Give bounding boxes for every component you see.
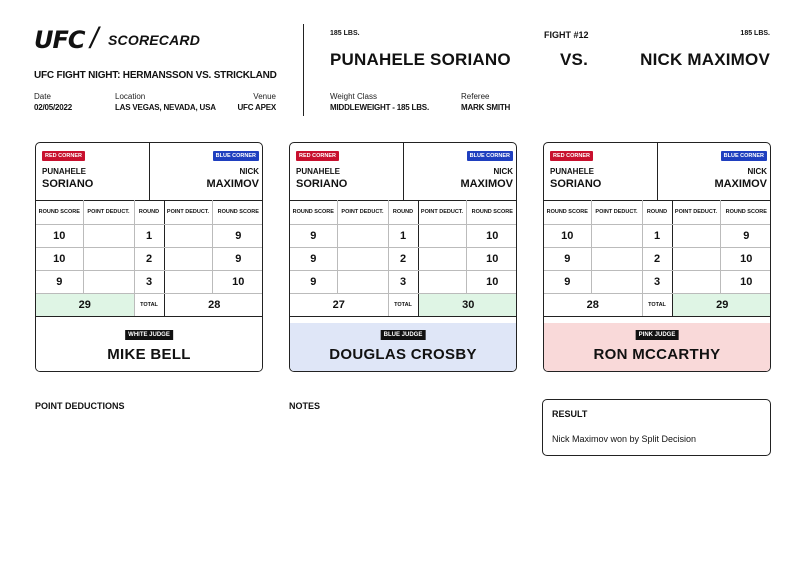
red-corner-fighter [296,166,347,190]
blue-point-deduction [672,248,720,271]
blue-round-score: 9 [212,248,263,271]
round-number: 1 [388,225,418,248]
round-row [544,225,771,248]
vs-label: VS. [560,50,589,69]
blue-corner-fighter [460,166,513,190]
header-round-score: ROUND SCORE [720,201,771,225]
venue-label: Venue [253,92,276,101]
location-value: LAS VEGAS, NEVADA, USA [115,103,216,112]
red-round-score: 9 [544,271,591,294]
red-corner-fighter [550,166,601,190]
blue-last-name: MAXIMOV [206,178,259,190]
round-row [290,225,517,248]
blue-total: 29 [672,294,771,317]
red-round-score: 9 [290,248,337,271]
blue-corner-panel [658,143,771,200]
weight-class-label: Weight Class [330,92,377,101]
red-round-score: 10 [36,225,83,248]
total-row [36,294,263,317]
red-point-deduction [83,248,134,271]
red-fighter-name: PUNAHELE SORIANO [330,50,511,69]
page-title: SCORECARD [108,32,201,48]
header-round: ROUND [642,201,672,225]
judge-area [290,323,516,372]
blue-round-score: 10 [212,271,263,294]
judge-name: MIKE BELL [107,346,191,363]
red-corner-badge: RED CORNER [550,151,593,161]
judge-area [36,323,262,372]
total-label: TOTAL [388,294,418,317]
red-round-score: 9 [544,248,591,271]
red-round-score: 9 [290,225,337,248]
total-row [544,294,771,317]
blue-round-score: 10 [720,271,771,294]
judge-card-pink [543,142,771,372]
blue-point-deduction [164,271,212,294]
venue-value: UFC APEX [237,103,276,112]
red-total: 29 [36,294,134,317]
referee-label: Referee [461,92,490,101]
round-row [544,271,771,294]
red-last-name: SORIANO [550,178,602,190]
blue-round-score: 9 [720,225,771,248]
total-label: TOTAL [134,294,164,317]
round-number: 1 [134,225,164,248]
notes-heading: NOTES [289,401,321,411]
ufc-logo: UFC [34,26,85,54]
round-number: 3 [134,271,164,294]
red-corner-fighter [42,166,93,190]
round-row [544,248,771,271]
blue-round-score: 10 [466,248,517,271]
blue-round-score: 9 [212,225,263,248]
blue-corner-badge: BLUE CORNER [467,151,513,161]
red-point-deduction [591,248,642,271]
blue-corner-panel [404,143,517,200]
red-corner-badge: RED CORNER [42,151,85,161]
judge-card-blue [289,142,517,372]
score-header-row [36,201,263,225]
blue-last-name: MAXIMOV [714,178,767,190]
red-round-score: 10 [36,248,83,271]
result-box [542,399,771,456]
blue-corner-badge: BLUE CORNER [213,151,259,161]
blue-first-name: NICK [239,167,259,176]
red-point-deduction [591,225,642,248]
header-round-score: ROUND SCORE [290,201,337,225]
round-number: 3 [642,271,672,294]
round-row [36,248,263,271]
score-header-row [544,201,771,225]
judge-badge: WHITE JUDGE [125,330,173,340]
red-point-deduction [337,271,388,294]
round-row [36,225,263,248]
blue-corner-panel [150,143,263,200]
round-number: 2 [388,248,418,271]
header-point-deduct: POINT DEDUCT. [83,201,134,225]
red-point-deduction [83,225,134,248]
blue-point-deduction [418,271,466,294]
round-number: 2 [134,248,164,271]
total-row [290,294,517,317]
header-divider [303,24,304,116]
round-number: 1 [642,225,672,248]
blue-point-deduction [164,225,212,248]
judge-area [544,323,770,372]
result-heading: RESULT [552,409,588,419]
header-round: ROUND [134,201,164,225]
judge-badge: PINK JUDGE [636,330,679,340]
blue-point-deduction [418,248,466,271]
red-last-name: SORIANO [42,178,94,190]
red-total: 28 [544,294,642,317]
date-label: Date [34,92,51,101]
blue-point-deduction [672,271,720,294]
total-label: TOTAL [642,294,672,317]
red-round-score: 10 [544,225,591,248]
blue-last-name: MAXIMOV [460,178,513,190]
header-round-score: ROUND SCORE [212,201,263,225]
red-corner-panel [290,143,404,200]
header-point-deduct: POINT DEDUCT. [418,201,466,225]
header-round: ROUND [388,201,418,225]
blue-total: 30 [418,294,517,317]
red-total: 27 [290,294,388,317]
header-round-score: ROUND SCORE [36,201,83,225]
header-round-score: ROUND SCORE [544,201,591,225]
judge-badge: BLUE JUDGE [381,330,426,340]
header-point-deduct: POINT DEDUCT. [672,201,720,225]
blue-round-score: 10 [466,225,517,248]
score-table [290,200,517,317]
blue-point-deduction [672,225,720,248]
event-name: UFC FIGHT NIGHT: HERMANSSON VS. STRICKLAND [34,70,277,81]
red-first-name: PUNAHELE [550,167,595,176]
score-table [544,200,771,317]
judge-card-white [35,142,263,372]
score-header-row [290,201,517,225]
logo-divider: / [90,22,99,55]
location-label: Location [115,92,146,101]
date-value: 02/05/2022 [34,103,73,112]
fight-number: FIGHT #12 [544,30,589,40]
blue-total: 28 [164,294,263,317]
blue-corner-badge: BLUE CORNER [721,151,767,161]
round-number: 2 [642,248,672,271]
weight-right: 185 LBS. [740,30,770,37]
red-last-name: SORIANO [296,178,348,190]
red-point-deduction [337,248,388,271]
weight-class-value: MIDDLEWEIGHT - 185 LBS. [330,103,429,112]
red-corner-panel [544,143,658,200]
round-row [36,271,263,294]
red-first-name: PUNAHELE [42,167,87,176]
round-row [290,248,517,271]
header-point-deduct: POINT DEDUCT. [164,201,212,225]
blue-round-score: 10 [466,271,517,294]
header-round-score: ROUND SCORE [466,201,517,225]
red-point-deduction [83,271,134,294]
judge-name: DOUGLAS CROSBY [329,346,477,363]
red-point-deduction [337,225,388,248]
round-number: 3 [388,271,418,294]
header-point-deduct: POINT DEDUCT. [591,201,642,225]
score-table [36,200,263,317]
blue-first-name: NICK [493,167,513,176]
point-deductions-heading: POINT DEDUCTIONS [35,401,125,411]
red-corner-panel [36,143,150,200]
blue-corner-fighter [206,166,259,190]
blue-point-deduction [164,248,212,271]
red-round-score: 9 [290,271,337,294]
blue-corner-fighter [714,166,767,190]
red-corner-badge: RED CORNER [296,151,339,161]
red-first-name: PUNAHELE [296,167,341,176]
header-point-deduct: POINT DEDUCT. [337,201,388,225]
blue-first-name: NICK [747,167,767,176]
blue-point-deduction [418,225,466,248]
weight-top: 185 LBS. [330,30,360,37]
referee-value: MARK SMITH [461,103,511,112]
blue-round-score: 10 [720,248,771,271]
blue-fighter-name: NICK MAXIMOV [640,50,770,69]
red-round-score: 9 [36,271,83,294]
judge-name: RON MCCARTHY [593,346,721,363]
round-row [290,271,517,294]
result-text: Nick Maximov won by Split Decision [552,434,697,444]
red-point-deduction [591,271,642,294]
